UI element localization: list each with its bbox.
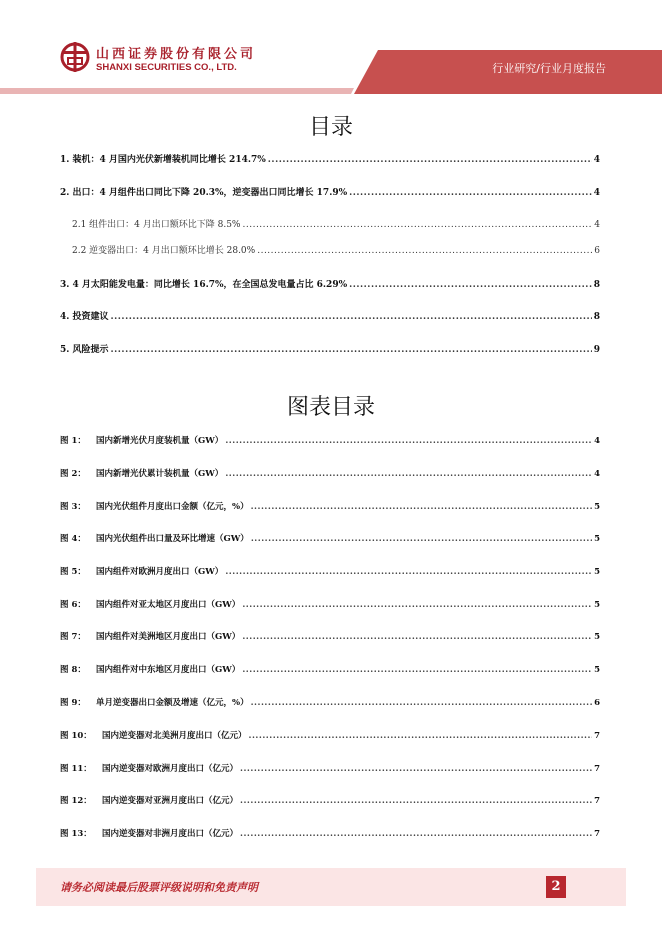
toc-item-label: 1. 装机：4 月国内光伏新增装机同比增长 214.7% (60, 155, 266, 165)
toc-item-label: 4. 投资建议 (60, 312, 109, 322)
figure-number: 图 13： (60, 829, 92, 839)
figure-label: 国内逆变器对北美洲月度出口（亿元） (102, 731, 247, 741)
figure-item[interactable] (60, 696, 600, 708)
toc-item-label: 2.2 逆变器出口：4 月出口额环比增长 28.0% (72, 246, 256, 256)
figure-item[interactable] (60, 598, 600, 610)
figure-item[interactable] (60, 663, 600, 675)
toc-item-label: 5. 风险提示 (60, 345, 109, 355)
page-number: 2 (546, 876, 566, 898)
figure-label: 国内组件对美洲地区月度出口（GW） (96, 632, 241, 642)
leader-dots (349, 188, 592, 198)
leader-dots (111, 345, 592, 355)
toc-item-page: 4 (593, 155, 600, 165)
figure-page: 5 (594, 632, 600, 642)
toc-item-page: 6 (594, 246, 600, 256)
figure-number: 图 8： (60, 665, 86, 675)
figure-number: 图 6： (60, 600, 86, 610)
figure-page: 5 (594, 600, 600, 610)
leader-dots (240, 764, 592, 774)
toc-item-page: 9 (593, 345, 600, 355)
figure-page: 5 (594, 567, 600, 577)
figure-page: 5 (594, 534, 600, 544)
figure-number: 图 11： (60, 764, 92, 774)
leader-dots (251, 698, 592, 708)
figure-number: 图 3： (60, 502, 86, 512)
figure-number: 图 9： (60, 698, 86, 708)
leader-dots (242, 600, 592, 610)
figure-label: 国内光伏组件出口量及环比增速（GW） (96, 534, 249, 544)
figure-page: 7 (594, 796, 600, 806)
figure-page: 4 (594, 436, 600, 446)
toc-item[interactable] (60, 185, 600, 198)
figure-number: 图 7： (60, 632, 86, 642)
figure-number: 图 2： (60, 469, 86, 479)
figure-list-title: 图表目录 (286, 395, 375, 420)
toc-item[interactable] (60, 342, 600, 355)
figure-page: 7 (594, 829, 600, 839)
figure-page: 7 (594, 731, 600, 741)
figure-label: 国内组件对欧洲月度出口（GW） (96, 567, 224, 577)
leader-dots (251, 502, 592, 512)
figure-page: 5 (594, 665, 600, 675)
figure-label: 国内逆变器对亚洲月度出口（亿元） (102, 796, 239, 806)
company-name-en: SHANXI SECURITIES CO., LTD. (96, 62, 237, 73)
figure-number: 图 10： (60, 731, 92, 741)
figure-label: 单月逆变器出口金额及增速（亿元，%） (96, 698, 249, 708)
toc-subitem[interactable] (72, 217, 600, 230)
leader-dots (243, 220, 593, 230)
figure-item[interactable] (60, 630, 600, 642)
page-header (0, 0, 662, 92)
leader-dots (251, 534, 592, 544)
figure-page: 6 (594, 698, 600, 708)
leader-dots (249, 731, 593, 741)
company-name-cn: 山西证券股份有限公司 (96, 47, 257, 62)
figure-item[interactable] (60, 500, 600, 512)
figure-page: 7 (594, 764, 600, 774)
leader-dots (111, 312, 592, 322)
figure-label: 国内组件对亚太地区月度出口（GW） (96, 600, 241, 610)
toc-item[interactable] (60, 277, 600, 290)
figure-label: 国内新增光伏月度装机量（GW） (96, 436, 224, 446)
figure-label: 国内逆变器对非洲月度出口（亿元） (102, 829, 239, 839)
figure-label: 国内新增光伏累计装机量（GW） (96, 469, 224, 479)
figure-label: 国内逆变器对欧洲月度出口（亿元） (102, 764, 239, 774)
leader-dots (240, 796, 592, 806)
toc-item-label: 2. 出口：4 月组件出口同比下降 20.3%，逆变器出口同比增长 17.9% (60, 188, 348, 198)
footer-disclaimer[interactable]: 请务必阅读最后股票评级说明和免责声明 (60, 881, 258, 894)
leader-dots (225, 436, 592, 446)
toc-subitem[interactable] (72, 243, 600, 256)
toc-item-page: 8 (593, 312, 600, 322)
leader-dots (257, 246, 592, 256)
toc-item-page: 8 (593, 280, 600, 290)
figure-item[interactable] (60, 532, 600, 544)
figure-item[interactable] (60, 762, 600, 774)
figure-number: 图 1： (60, 436, 86, 446)
figure-number: 图 12： (60, 796, 92, 806)
figure-number: 图 4： (60, 534, 86, 544)
leader-dots (349, 280, 592, 290)
leader-dots (240, 829, 592, 839)
toc-item[interactable] (60, 309, 600, 322)
leader-dots (225, 567, 592, 577)
report-type-label: 行业研究/行业月度报告 (492, 62, 606, 75)
company-logo-icon (60, 40, 90, 74)
figure-item[interactable] (60, 827, 600, 839)
figure-item[interactable] (60, 794, 600, 806)
figure-page: 5 (594, 502, 600, 512)
leader-dots (225, 469, 592, 479)
toc-title: 目录 (308, 115, 353, 140)
figure-item[interactable] (60, 467, 600, 479)
leader-dots (268, 155, 592, 165)
figure-label: 国内光伏组件月度出口金额（亿元，%） (96, 502, 249, 512)
toc-item-page: 4 (594, 220, 600, 230)
figure-page: 4 (594, 469, 600, 479)
leader-dots (242, 632, 592, 642)
figure-label: 国内组件对中东地区月度出口（GW） (96, 665, 241, 675)
figure-item[interactable] (60, 565, 600, 577)
figure-number: 图 5： (60, 567, 86, 577)
leader-dots (242, 665, 592, 675)
figure-item[interactable] (60, 434, 600, 446)
toc-item-label: 3. 4 月太阳能发电量：同比增长 16.7%，在全国总发电量占比 6.29% (60, 280, 348, 290)
toc-item-label: 2.1 组件出口：4 月出口额环比下降 8.5% (72, 220, 241, 230)
toc-item[interactable] (60, 152, 600, 165)
figure-item[interactable] (60, 729, 600, 741)
toc-item-page: 4 (593, 188, 600, 198)
